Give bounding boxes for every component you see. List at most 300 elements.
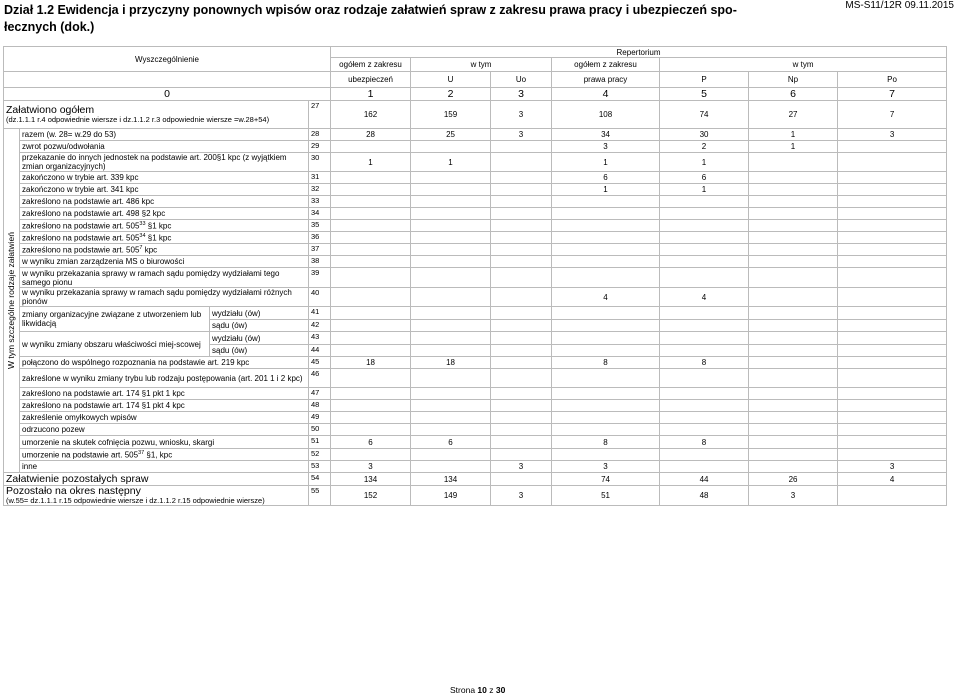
table-row [4, 449, 947, 461]
table-row [4, 256, 947, 268]
value-cell [411, 320, 491, 332]
row-label [20, 268, 309, 288]
value-cell [552, 196, 660, 208]
value-cell [838, 232, 947, 244]
value-cell [491, 400, 552, 412]
value-cell: 51 [552, 486, 660, 506]
row-number: 54 [309, 473, 331, 486]
value-cell [491, 141, 552, 153]
row-label-text: w wyniku zmian zarządzenia MS o biurowości [22, 257, 185, 266]
value-cell: 4 [552, 288, 660, 307]
row-number: 48 [309, 400, 331, 412]
vertical-label-text: W tym szczególne rodzaje załatwień [6, 231, 16, 369]
value-cell: 159 [411, 101, 491, 129]
value-cell: 149 [411, 486, 491, 506]
value-cell [552, 400, 660, 412]
table-row [4, 232, 947, 244]
value-cell [411, 196, 491, 208]
row-label-tail: §1 kpc [145, 233, 172, 243]
row-number: 40 [309, 288, 331, 307]
row-label-text: razem (w. 28= w.29 do 53) [22, 130, 117, 139]
value-cell: 2 [660, 141, 749, 153]
header-spacer [4, 72, 331, 88]
table-row [4, 332, 947, 345]
value-cell [552, 412, 660, 424]
value-cell: 1 [552, 184, 660, 196]
colnum-5: 5 [660, 88, 749, 101]
row-label-sub: (dz.1.1.1 r.4 odpowiednie wiersze i dz.1.1.2 r.3 odpowiednie wiersze =w.28+54) [6, 114, 270, 124]
value-cell [331, 369, 411, 388]
value-cell: 3 [491, 101, 552, 129]
row-label-tail: kpc [142, 245, 158, 255]
value-cell [838, 244, 947, 256]
value-cell [749, 345, 838, 357]
row-number: 53 [309, 461, 331, 473]
value-cell [749, 184, 838, 196]
row-label-text: zakreślono na podstawie art. 505 [22, 245, 140, 255]
row-label-text: zakreślono na podstawie art. 505 [22, 221, 140, 231]
colnum-3: 3 [491, 88, 552, 101]
value-cell: 1 [749, 141, 838, 153]
row-label-sup: 7 [139, 245, 143, 252]
value-cell: 3 [552, 141, 660, 153]
row-number: 44 [309, 345, 331, 357]
row-label-text: Załatwiono ogółem [6, 103, 95, 116]
row-number: 29 [309, 141, 331, 153]
table-row [4, 172, 947, 184]
value-cell [749, 220, 838, 232]
value-cell: 27 [749, 101, 838, 129]
value-cell [749, 320, 838, 332]
value-cell: 108 [552, 101, 660, 129]
footer-prefix: Strona [450, 685, 478, 695]
value-cell [660, 388, 749, 400]
value-cell [411, 184, 491, 196]
value-cell: 4 [660, 288, 749, 307]
value-cell [491, 232, 552, 244]
page-footer [450, 685, 505, 695]
row-label [20, 172, 309, 184]
value-cell: 3 [491, 486, 552, 506]
value-cell: 18 [331, 357, 411, 369]
table-row [4, 388, 947, 400]
section-title [4, 2, 854, 36]
value-cell [552, 332, 660, 345]
row-label-text: połączono do wspólnego rozpoznania na podstawie art. 219 kpc [22, 358, 250, 367]
value-cell [331, 244, 411, 256]
value-cell [491, 288, 552, 307]
colnum-7: 7 [838, 88, 947, 101]
value-cell [660, 320, 749, 332]
row-number: 46 [309, 369, 331, 388]
value-cell [660, 332, 749, 345]
row-label [4, 486, 309, 506]
value-cell [749, 288, 838, 307]
value-cell [660, 268, 749, 288]
value-cell [660, 412, 749, 424]
value-cell [331, 196, 411, 208]
row-label-sub: (w.55= dz.1.1.1 r.15 odpowiednie wiersze i dz.1.1.2 r.15 odpowiednie wiersze) [6, 495, 265, 505]
table-row [4, 461, 947, 473]
row-label-text: inne [22, 462, 38, 471]
header-Uo: Uo [491, 72, 552, 88]
value-cell [411, 232, 491, 244]
row-label [20, 369, 309, 388]
value-cell: 3 [491, 129, 552, 141]
row-number: 31 [309, 172, 331, 184]
value-cell [552, 220, 660, 232]
value-cell [660, 369, 749, 388]
row-group-label: w wyniku zmiany obszaru właściwości miej-scowej [20, 332, 210, 357]
value-cell: 74 [660, 101, 749, 129]
value-cell [411, 424, 491, 436]
row-number: 28 [309, 129, 331, 141]
title-line-1: Dział 1.2 Ewidencja i przyczyny ponownych wpisów oraz rodzaje załatwień spraw z zakresu prawa pracy i ubezpieczeń spo- [4, 3, 737, 17]
value-cell [491, 268, 552, 288]
row-label-text: Pozostało na okres następny [6, 485, 141, 497]
value-cell [552, 388, 660, 400]
row-label [20, 129, 309, 141]
value-cell [491, 320, 552, 332]
row-label-text: zakończono w trybie art. 339 kpc [22, 173, 139, 182]
value-cell [838, 288, 947, 307]
value-cell: 44 [660, 473, 749, 486]
value-cell [660, 307, 749, 320]
value-cell: 4 [838, 473, 947, 486]
table-row [4, 400, 947, 412]
value-cell [411, 388, 491, 400]
value-cell [331, 141, 411, 153]
table-row [4, 268, 947, 288]
row-label-text: zakreślono na podstawie art. 498 §2 kpc [22, 209, 166, 218]
value-cell [491, 184, 552, 196]
colnum-6: 6 [749, 88, 838, 101]
value-cell [552, 320, 660, 332]
value-cell [331, 172, 411, 184]
value-cell [411, 332, 491, 345]
value-cell: 6 [411, 436, 491, 449]
value-cell [552, 449, 660, 461]
value-cell [552, 256, 660, 268]
header-prawa-pracy: prawa pracy [552, 72, 660, 88]
records-table [3, 46, 947, 506]
table-row [4, 369, 947, 388]
row-number: 45 [309, 357, 331, 369]
value-cell: 6 [331, 436, 411, 449]
document-code: MS-S11/12R 09.11.2015 [845, 0, 954, 11]
row-label-sup: 37 [138, 450, 145, 457]
table-row [4, 412, 947, 424]
value-cell [491, 196, 552, 208]
value-cell [749, 424, 838, 436]
value-cell [660, 400, 749, 412]
value-cell: 3 [749, 486, 838, 506]
value-cell [838, 424, 947, 436]
header-ubezpieczen: ubezpieczeń [331, 72, 411, 88]
value-cell [838, 320, 947, 332]
value-cell: 1 [660, 153, 749, 172]
value-cell [331, 208, 411, 220]
value-cell [552, 268, 660, 288]
value-cell [749, 232, 838, 244]
row-number: 42 [309, 320, 331, 332]
row-label [20, 208, 309, 220]
value-cell [491, 369, 552, 388]
value-cell: 3 [552, 461, 660, 473]
value-cell [491, 388, 552, 400]
row-number: 30 [309, 153, 331, 172]
row-number: 39 [309, 268, 331, 288]
value-cell [491, 424, 552, 436]
table-row [4, 473, 947, 486]
value-cell [749, 332, 838, 345]
value-cell [749, 388, 838, 400]
value-cell: 162 [331, 101, 411, 129]
value-cell [411, 307, 491, 320]
table-row [4, 101, 947, 129]
value-cell [331, 220, 411, 232]
value-cell [660, 424, 749, 436]
value-cell [838, 357, 947, 369]
value-cell [838, 436, 947, 449]
row-label [20, 449, 309, 461]
value-cell [331, 288, 411, 307]
value-cell [331, 449, 411, 461]
vertical-category-label [4, 129, 20, 473]
value-cell: 28 [331, 129, 411, 141]
value-cell [749, 461, 838, 473]
row-label [20, 244, 309, 256]
value-cell [838, 196, 947, 208]
row-label [20, 400, 309, 412]
row-label [20, 256, 309, 268]
value-cell [491, 332, 552, 345]
value-cell: 3 [331, 461, 411, 473]
value-cell: 8 [552, 357, 660, 369]
value-cell [491, 244, 552, 256]
row-label-text: umorzenie na skutek cofnięcia pozwu, wniosku, skargi [22, 437, 215, 447]
value-cell: 18 [411, 357, 491, 369]
row-label [20, 196, 309, 208]
row-group-label: zmiany organizacyjne związane z utworzeniem lub likwidacją [20, 307, 210, 332]
row-number: 37 [309, 244, 331, 256]
value-cell [749, 256, 838, 268]
row-number: 32 [309, 184, 331, 196]
value-cell: 8 [552, 436, 660, 449]
value-cell: 1 [660, 184, 749, 196]
value-cell [749, 436, 838, 449]
row-number: 51 [309, 436, 331, 449]
value-cell [749, 400, 838, 412]
row-label-text: umorzenie na podstawie art. 505 [22, 450, 139, 460]
value-cell [331, 320, 411, 332]
value-cell [660, 208, 749, 220]
value-cell [331, 388, 411, 400]
value-cell: 48 [660, 486, 749, 506]
value-cell [411, 461, 491, 473]
table-row [4, 244, 947, 256]
value-cell [331, 268, 411, 288]
value-cell [331, 345, 411, 357]
value-cell: 134 [331, 473, 411, 486]
row-number: 50 [309, 424, 331, 436]
value-cell [838, 172, 947, 184]
row-number: 49 [309, 412, 331, 424]
value-cell [491, 172, 552, 184]
header-ogolem-ubezp: ogółem z zakresu [331, 58, 411, 72]
row-label [4, 101, 309, 129]
value-cell [838, 208, 947, 220]
value-cell [491, 208, 552, 220]
value-cell [660, 196, 749, 208]
row-label-text: w wyniku przekazania sprawy w ramach sądu pomiędzy wydziałami tego samego pionu [22, 268, 280, 287]
value-cell [491, 436, 552, 449]
table-row [4, 184, 947, 196]
value-cell [552, 345, 660, 357]
value-cell: 152 [331, 486, 411, 506]
value-cell: 1 [411, 153, 491, 172]
value-cell [660, 232, 749, 244]
value-cell [838, 307, 947, 320]
row-number: 38 [309, 256, 331, 268]
row-sublabel: sądu (ów) [210, 345, 309, 357]
colnum-0: 0 [4, 88, 331, 101]
row-label-sup: 33 [139, 221, 146, 228]
row-label-text: zakreślono na podstawie art. 174 §1 pkt 4 kpc [22, 401, 185, 410]
row-sublabel: wydziału (ów) [210, 332, 309, 345]
value-cell: 1 [749, 129, 838, 141]
value-cell [491, 307, 552, 320]
value-cell [491, 153, 552, 172]
value-cell [749, 208, 838, 220]
value-cell [838, 268, 947, 288]
value-cell [552, 232, 660, 244]
header-wtym-2: w tym [660, 58, 947, 72]
value-cell [838, 388, 947, 400]
row-number: 34 [309, 208, 331, 220]
value-cell: 25 [411, 129, 491, 141]
value-cell [552, 424, 660, 436]
value-cell [411, 141, 491, 153]
value-cell [331, 256, 411, 268]
value-cell [838, 345, 947, 357]
value-cell [749, 153, 838, 172]
row-label [20, 220, 309, 232]
value-cell [749, 172, 838, 184]
table-row [4, 436, 947, 449]
value-cell [660, 461, 749, 473]
value-cell: 8 [660, 436, 749, 449]
table-row [4, 141, 947, 153]
table-row [4, 129, 947, 141]
row-label-text: przekazanie do innych jednostek na podstawie art. 200§1 kpc (z wyjątkiem zmian organizacyjnych) [22, 153, 287, 171]
header-P: P [660, 72, 749, 88]
row-label [20, 461, 309, 473]
header-U: U [411, 72, 491, 88]
header-wtym-1: w tym [411, 58, 552, 72]
value-cell [491, 345, 552, 357]
colnum-4: 4 [552, 88, 660, 101]
footer-page: 10 [477, 685, 487, 695]
row-number: 36 [309, 232, 331, 244]
value-cell [660, 244, 749, 256]
value-cell [411, 412, 491, 424]
row-label-text: zakreślono na podstawie art. 505 [22, 233, 140, 243]
row-label [20, 153, 309, 172]
value-cell [491, 220, 552, 232]
value-cell: 1 [331, 153, 411, 172]
value-cell [838, 332, 947, 345]
header-repertorium: Repertorium [331, 47, 947, 58]
table-row [4, 153, 947, 172]
value-cell: 8 [660, 357, 749, 369]
row-label-text: zakreślono na podstawie art. 174 §1 pkt 1 kpc [22, 389, 185, 398]
value-cell: 74 [552, 473, 660, 486]
row-label-text: Załatwienie pozostałych spraw [6, 472, 149, 485]
value-cell [749, 244, 838, 256]
value-cell [552, 208, 660, 220]
footer-total: 30 [495, 685, 506, 695]
colnum-1: 1 [331, 88, 411, 101]
value-cell: 34 [552, 129, 660, 141]
row-label-text: zakreślono na podstawie art. 486 kpc [22, 197, 155, 206]
header-wyszczegolnienie: Wyszczególnienie [4, 47, 331, 72]
value-cell [411, 208, 491, 220]
value-cell [660, 220, 749, 232]
value-cell [749, 268, 838, 288]
table-row [4, 357, 947, 369]
value-cell [552, 307, 660, 320]
value-cell [331, 332, 411, 345]
row-label-sup: 34 [139, 233, 146, 240]
value-cell [331, 424, 411, 436]
row-label [4, 473, 309, 486]
value-cell [838, 449, 947, 461]
value-cell [411, 256, 491, 268]
table-row [4, 288, 947, 307]
row-label [20, 141, 309, 153]
value-cell: 3 [491, 461, 552, 473]
table-row [4, 486, 947, 506]
table-row [4, 196, 947, 208]
value-cell [838, 256, 947, 268]
row-label-tail: §1, kpc [144, 450, 173, 460]
row-label-text: zakończono w trybie art. 341 kpc [22, 185, 139, 194]
row-label-text: zakreślone w wyniku zmiany trybu lub rodzaju postępowania (art. 201 1 i 2 kpc) [22, 373, 303, 383]
value-cell [749, 196, 838, 208]
value-cell: 30 [660, 129, 749, 141]
value-cell [552, 244, 660, 256]
row-number: 43 [309, 332, 331, 345]
row-label-text: w wyniku przekazania sprawy w ramach sądu pomiędzy wydziałami różnych pionów [22, 288, 292, 306]
value-cell [838, 153, 947, 172]
value-cell: 6 [552, 172, 660, 184]
row-label-text: zakreślenie omyłkowych wpisów [22, 413, 137, 422]
value-cell: 1 [552, 153, 660, 172]
table-row [4, 424, 947, 436]
value-cell [411, 172, 491, 184]
value-cell [411, 369, 491, 388]
row-number: 47 [309, 388, 331, 400]
value-cell [660, 345, 749, 357]
colnum-2: 2 [411, 88, 491, 101]
value-cell [749, 369, 838, 388]
row-label-text: odrzucono pozew [22, 425, 85, 434]
value-cell [411, 244, 491, 256]
value-cell [749, 449, 838, 461]
footer-sep: z [486, 685, 496, 695]
table-row [4, 220, 947, 232]
